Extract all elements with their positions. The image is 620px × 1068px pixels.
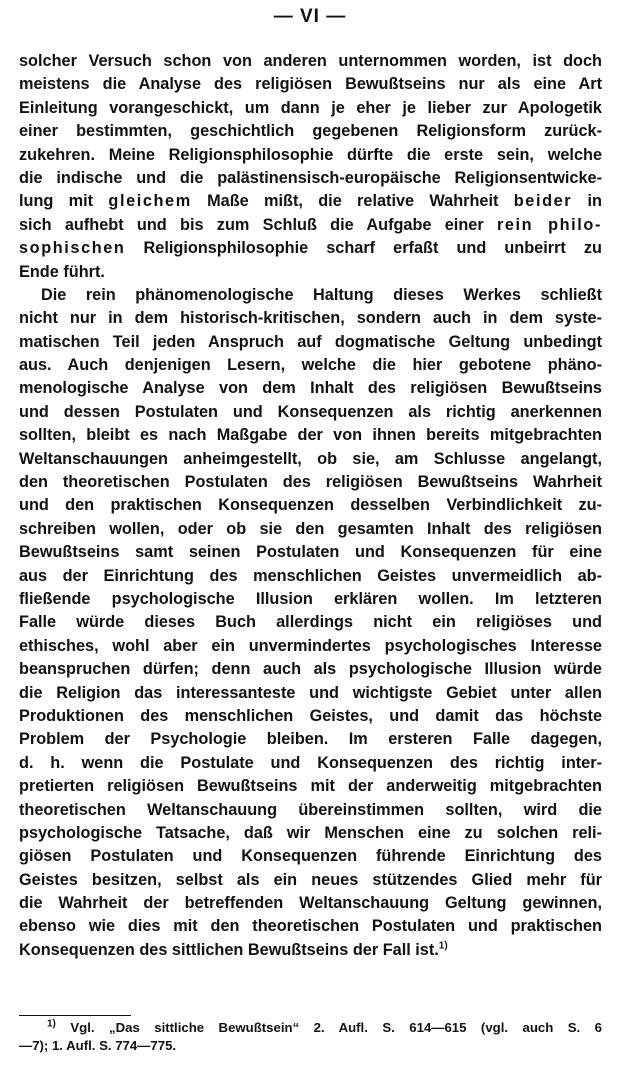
spaced-emphasis: beider [513, 192, 573, 211]
text-line: Falle würde dieses Buch allerdings nicht ein religiöses und [19, 613, 602, 632]
text-line: Einleitung vorangeschickt, um dann je eher je lieber zur Apologetik [19, 98, 602, 117]
text-line: sollten, bleibt es nach Maßgabe der von ihnen bereits mitgebrachten [19, 426, 602, 445]
footnote-rule [19, 1015, 131, 1016]
text-segment: sich aufhebt und bis zum Schluß die Aufgabe einer [19, 215, 484, 234]
text-line: meistens die Analyse des religiösen Bewußtseins nur als eine Art [19, 75, 602, 94]
text-line [19, 237, 602, 260]
text-line: Geistes besitzen, selbst als ein neues stützendes Glied mehr für [19, 870, 602, 889]
text-line: pretierten religiösen Bewußtseins mit der anderweitig mitgebrachten [19, 777, 602, 796]
text-line: schreiben wollen, oder ob sie den gesamten Inhalt des religiösen [19, 519, 602, 538]
text-line: einer bestimmten, geschichtlich gegebenen Religionsform zurück- [19, 122, 602, 141]
text-line [19, 190, 602, 213]
text-line: Bewußtseins samt seinen Postulaten und Konsequenzen für eine [19, 543, 602, 562]
text-line: und den praktischen Konsequenzen desselben Verbindlichkeit zu- [19, 496, 602, 515]
paragraph-1 [19, 50, 602, 284]
spaced-emphasis: sophischen [19, 239, 126, 258]
footnote-line: —7); 1. Aufl. S. 774—775. [19, 1038, 177, 1053]
text-segment: Vgl. „Das sittliche Bewußtsein“ 2. Aufl. S. 614—615 (vgl. auch S. 6 [70, 1020, 602, 1035]
text-line: die Wahrheit der betreffenden Weltanschauung Geltung gewinnen, [19, 894, 602, 913]
text-line: solcher Versuch schon von anderen unternommen worden, ist doch [19, 52, 602, 70]
text-line: menologische Analyse von dem Inhalt des religiösen Bewußtseins [19, 379, 602, 398]
main-text [19, 50, 602, 962]
text-line: nicht nur in dem historisch-kritischen, sondern auch in dem syste- [19, 309, 602, 328]
text-line: ebenso wie dies mit den theoretischen Postulaten und praktischen [19, 917, 602, 936]
footnote-line [19, 1019, 602, 1037]
text-segment: in [587, 192, 602, 211]
text-line: psychologische Tatsache, daß wir Menschen eine zu solchen reli- [19, 823, 602, 842]
paragraph-2 [19, 284, 602, 962]
footnote-reference: 1) [438, 940, 448, 952]
text-line: aus der Einrichtung des menschlichen Geistes unvermeidlich ab- [19, 566, 602, 585]
text-line: und dessen Postulaten und Konsequenzen als richtig anerkennen [19, 402, 602, 421]
text-line: Die rein phänomenologische Haltung dieses Werkes schließt [41, 285, 602, 304]
text-line: matischen Teil jeden Anspruch auf dogmatische Geltung unbedingt [19, 332, 602, 351]
footnote-marker: 1) [47, 1019, 56, 1030]
text-line: ethisches, wohl aber ein unvermindertes psychologisches Interesse [19, 636, 602, 655]
text-line: zukehren. Meine Religionsphilosophie dürfte die erste sein, welche [19, 145, 602, 164]
text-line: Problem der Psychologie bleiben. Im ersteren Falle dagegen, [19, 730, 602, 749]
text-line: theoretischen Weltanschauung übereinstimmen sollten, wird die [19, 800, 602, 819]
text-line: den theoretischen Postulaten des religiösen Bewußtseins Wahrheit [19, 473, 602, 492]
text-line: die indische und die palästinensisch-europäische Religionsentwicke- [19, 168, 602, 187]
text-segment: Konsequenzen des sittlichen Bewußtseins der Fall ist. [19, 940, 439, 959]
spaced-emphasis: gleichem [108, 192, 192, 211]
text-line: Ende führt. [19, 262, 105, 281]
text-line [19, 214, 602, 237]
text-segment: lung mit [19, 192, 94, 211]
text-line [19, 939, 602, 962]
text-segment: Maße mißt, die relative Wahrheit [207, 192, 499, 211]
text-line: giösen Postulaten und Konsequenzen führende Einrichtung des [19, 847, 602, 866]
text-line: Weltanschauungen anheimgestellt, ob sie, am Schlusse angelangt, [19, 449, 602, 468]
text-line: fließende psychologische Illusion erklären wollen. Im letzteren [19, 589, 602, 608]
spaced-emphasis: rein philo- [496, 215, 602, 234]
footnote [19, 1019, 602, 1055]
text-line: beanspruchen dürfen; denn auch als psychologische Illusion würde [19, 660, 602, 679]
text-line: aus. Auch denjenigen Lesern, welche die hier gebotene phäno- [19, 356, 602, 375]
text-segment: Religionsphilosophie scharf erfaßt und unbeirrt zu [143, 239, 602, 258]
text-line: d. h. wenn die Postulate und Konsequenzen des richtig inter- [19, 753, 602, 772]
page-number-header: — VI — [273, 6, 347, 27]
text-line: Produktionen des menschlichen Geistes, und damit das höchste [19, 706, 602, 725]
text-line: die Religion das interessanteste und wichtigste Gebiet unter allen [19, 683, 602, 702]
